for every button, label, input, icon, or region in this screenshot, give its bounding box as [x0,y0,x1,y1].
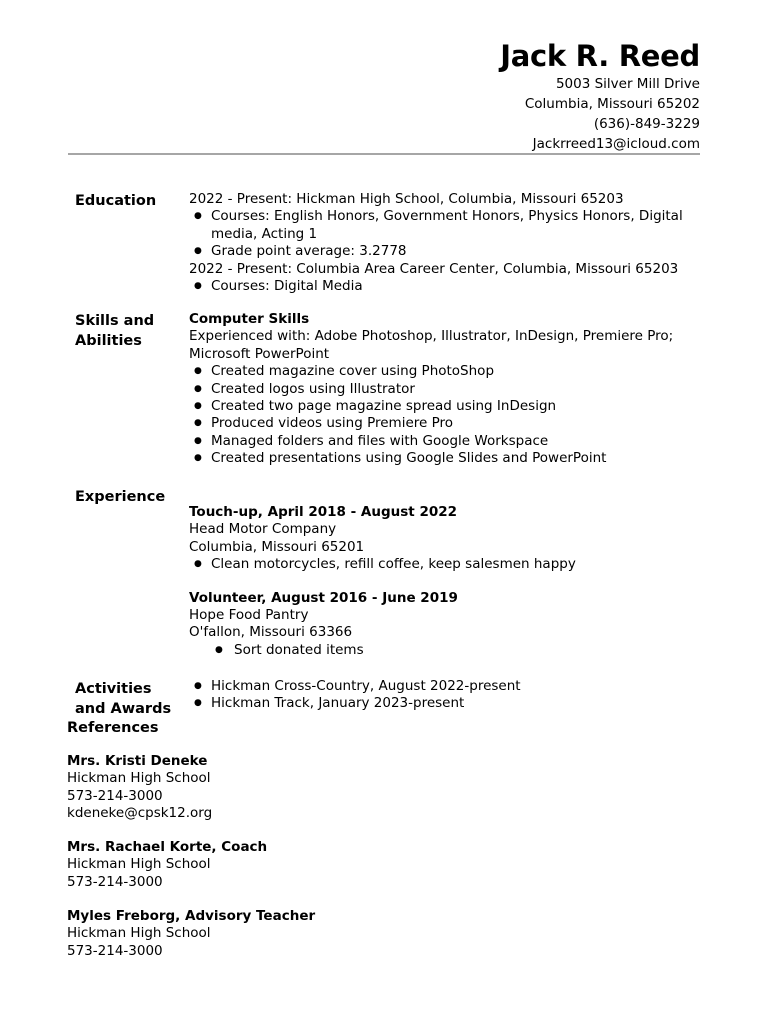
experience-content [189,504,709,659]
job-1-company: Head Motor Company [189,521,337,538]
education-entry-2-list [189,278,709,295]
list-item: ● Courses: English Honors, Government Honors, Physics Honors, Digital media, Acting 1 [189,208,709,243]
job-1-duties [189,556,709,573]
skills-intro: Experienced with: Adobe Photoshop, Illustrator, InDesign, Premiere Pro; Microsoft PowerPoint [189,328,674,362]
list-item: ● Created presentations using Google Slides and PowerPoint [189,450,709,467]
spacer [189,574,709,590]
reference-phone: 573-214-3000 [67,787,163,804]
reference-phone: 573-214-3000 [67,873,163,890]
list-item: ● Grade point average: 3.2778 [189,243,709,260]
address-line-2: Columbia, Missouri 65202 [524,96,700,112]
job-2-duties [189,642,709,659]
job-2-title: Volunteer, August 2016 - June 2019 [189,589,458,606]
list-item: ● Managed folders and files with Google Workspace [189,433,709,450]
education-entry-1: 2022 - Present: Hickman High School, Columbia, Missouri 65203 [189,191,624,207]
reference-email: kdeneke@cpsk12.org [67,805,213,822]
references-heading: References [67,720,159,736]
list-item: ● Hickman Track, January 2023-present [189,695,709,712]
reference-org: Hickman High School [67,856,211,873]
activities-list [189,678,709,713]
activities-label-line-1: Activities [75,681,152,697]
list-item: ● Created two page magazine spread using InDesign [189,398,709,415]
job-2-company: Hope Food Pantry [189,607,309,624]
list-item: ● Created magazine cover using PhotoShop [189,363,709,380]
activities-label [75,679,175,719]
skills-label-line-2: Abilities [75,333,142,349]
list-item: ● Hickman Cross-Country, August 2022-present [189,678,709,695]
list-item: ● Created logos using Illustrator [189,381,709,398]
activities-content [189,678,709,713]
reference-name: Myles Freborg, Advisory Teacher [67,908,316,924]
email-address: Jackrreed13@icloud.com [532,136,700,152]
phone-number: (636)-849-3229 [593,116,700,132]
address-line-1: 5003 Silver Mill Drive [555,76,700,92]
skills-list [189,363,709,467]
reference-3 [67,908,667,960]
skills-content [189,311,709,468]
skills-label-line-1: Skills and [75,313,155,329]
reference-2 [67,839,667,891]
reference-name: Mrs. Kristi Deneke [67,753,208,769]
activities-label-line-2: and Awards [75,701,172,717]
education-entry-1-list [189,208,709,260]
job-1-location: Columbia, Missouri 65201 [189,538,365,555]
job-1-title: Touch-up, April 2018 - August 2022 [189,504,458,520]
reference-phone: 573-214-3000 [67,942,163,959]
experience-label-text: Experience [75,489,166,505]
education-label [75,191,175,211]
header-divider [68,153,700,155]
list-item: ● Sort donated items [189,642,709,659]
reference-name: Mrs. Rachael Korte, Coach [67,839,268,855]
list-item: ● Produced videos using Premiere Pro [189,415,709,432]
applicant-name: Jack R. Reed [500,39,700,73]
education-content [189,191,709,295]
list-item: ● Courses: Digital Media [189,278,709,295]
skills-label [75,311,175,351]
skills-heading: Computer Skills [189,311,310,327]
job-2-location: O'fallon, Missouri 63366 [189,624,353,641]
reference-org: Hickman High School [67,925,211,942]
education-label-text: Education [75,193,157,209]
experience-label [75,487,175,507]
list-item: ● Clean motorcycles, refill coffee, keep salesmen happy [189,556,709,573]
reference-1 [67,753,667,823]
contact-header [500,38,700,154]
education-entry-2: 2022 - Present: Columbia Area Career Center, Columbia, Missouri 65203 [189,260,679,277]
reference-org: Hickman High School [67,770,211,787]
